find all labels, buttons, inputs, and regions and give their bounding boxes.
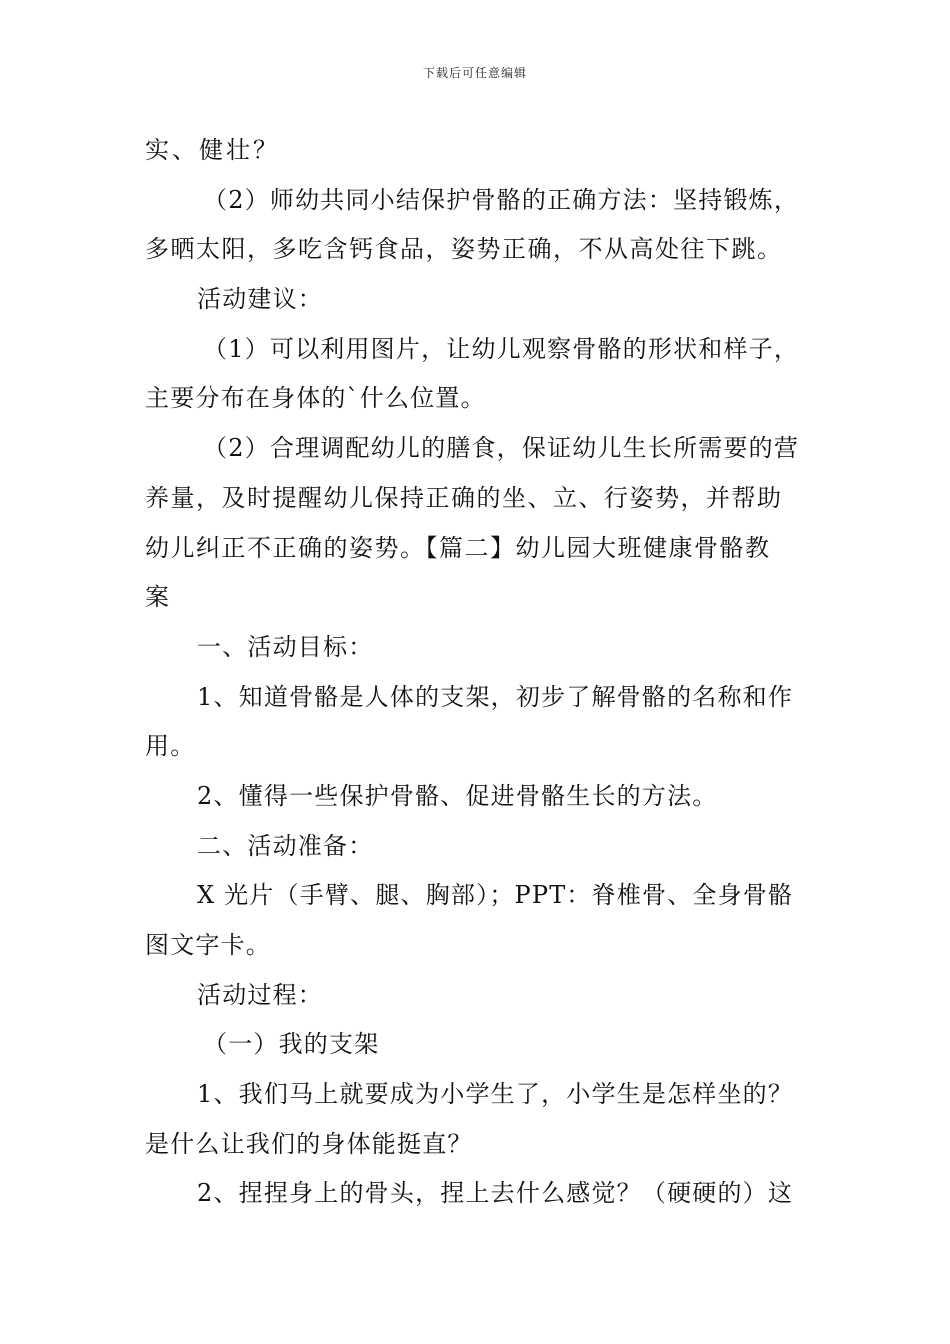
text-line: （2）师幼共同小结保护骨骼的正确方法：坚持锻炼，	[203, 185, 800, 214]
text-line: 1、知道骨骼是人体的支架，初步了解骨骼的名称和作	[197, 682, 794, 711]
text-line: 图文字卡。	[145, 931, 271, 959]
text-line: 用。	[145, 732, 196, 761]
text-line: 主要分布在身体的`什么位置。	[145, 384, 486, 413]
document-body	[145, 126, 810, 1219]
text-line: （2）合理调配幼儿的膳食，保证幼儿生长所需要的营	[203, 434, 800, 463]
text-line: （一）我的支架	[203, 1030, 380, 1059]
text-line: 是什么让我们的身体能挺直？	[145, 1129, 473, 1158]
text-line: 1、我们马上就要成为小学生了，小学生是怎样坐的？	[197, 1080, 794, 1109]
text-line: 2、懂得一些保护骨骼、促进骨骼生长的方法。	[197, 781, 718, 810]
text-line: 活动过程：	[197, 980, 323, 1009]
text-line: （1）可以利用图片，让幼儿观察骨骼的形状和样子，	[203, 334, 800, 363]
text-line: 2、捏捏身上的骨头，捏上去什么感觉？（硬硬的）这	[197, 1179, 794, 1208]
page-header: 下载后可任意编辑	[422, 66, 527, 80]
text-line: 多晒太阳，多吃含钙食品，姿势正确，不从高处往下跳。	[145, 235, 783, 264]
text-line: 活动建议：	[197, 285, 323, 314]
text-line: 幼儿纠正不正确的姿势。【篇二】幼儿园大班健康骨骼教	[145, 533, 771, 562]
text-line: 二、活动准备：	[197, 831, 374, 860]
text-line: 一、活动目标：	[197, 632, 374, 661]
text-line: 案	[145, 583, 171, 612]
text-line: 养量，及时提醒幼儿保持正确的坐、立、行姿势，并帮助	[145, 483, 783, 512]
text-line: X 光片（手臂、腿、胸部）；PPT：脊椎骨、全身骨骼	[197, 881, 794, 910]
text-line: 实、健壮？	[145, 136, 280, 164]
